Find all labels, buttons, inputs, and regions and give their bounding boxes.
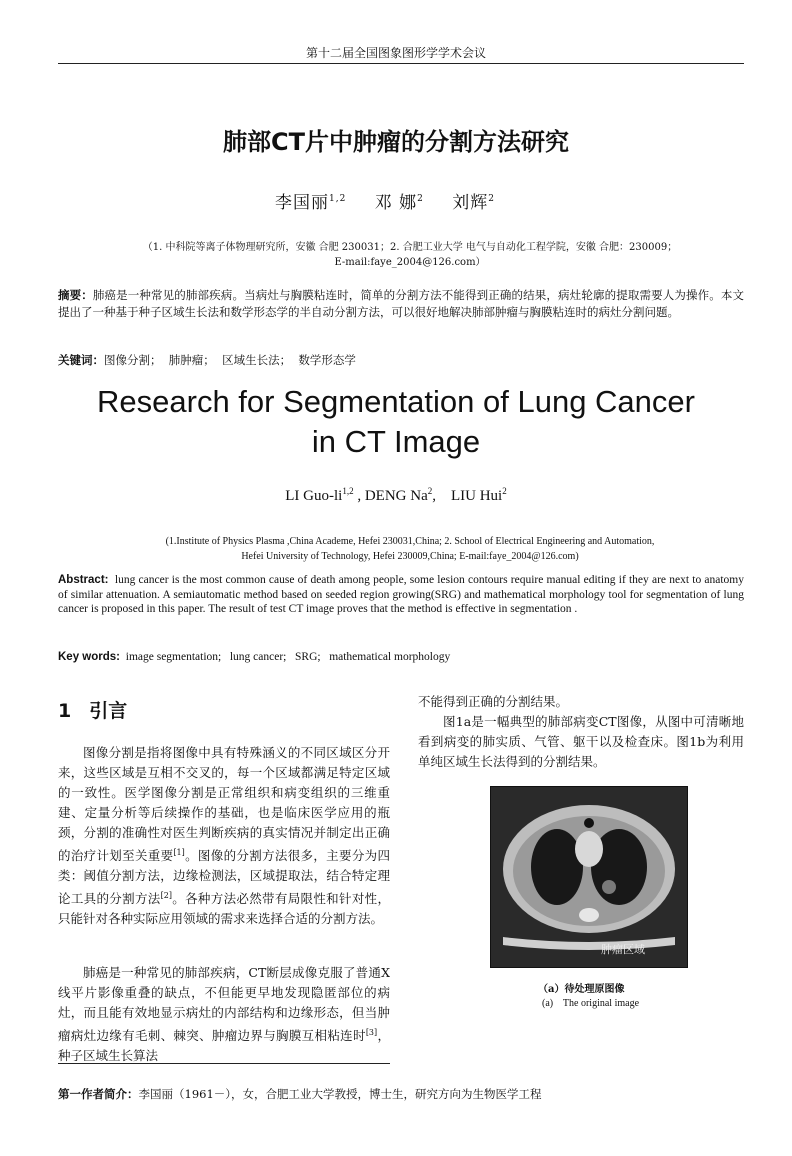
keywords-chinese — [58, 352, 744, 369]
figure-caption-english: (a) The original image — [542, 998, 640, 1009]
tumor-region-label: 肿瘤区域 — [601, 943, 645, 956]
author-en-sep-2: , — [432, 488, 451, 504]
keywords-cn-text: 图像分割； 肺肿瘤； 区域生长法； 数学形态学 — [104, 353, 356, 367]
author-footnote — [58, 1086, 758, 1102]
keywords-en-label: Key words: — [58, 651, 120, 663]
section-title: 引言 — [89, 700, 128, 722]
author-en-1-aff: 1,2 — [342, 486, 354, 496]
abstract-cn-label: 摘要： — [58, 288, 93, 302]
citation-1: [1] — [173, 848, 185, 857]
affiliation-en-line1: (1.Institute of Physics Plasma ,China Academe, Hefei 230031,China; 2. School of Electrical Engineering and Automation, — [165, 536, 655, 547]
intro-p1-text-b: 。图像的分割方法很多，主要分为四类：阈值分割方法，边缘检测法，区域提取法，结合特定理论工具的分割方法 — [58, 848, 390, 907]
footnote-rule — [58, 1063, 390, 1064]
title-en-line2: in CT Image — [311, 424, 481, 459]
abstract-en-label: Abstract: — [58, 574, 109, 586]
intro-paragraph-1 — [58, 743, 390, 929]
ct-scan-image — [490, 786, 688, 968]
header-rule — [58, 63, 744, 64]
intro-p1-text-c: 。各种方法必然带有局限性和针对性，只能针对各种实际应用领域的需求来选择合适的分割方法。 — [58, 891, 390, 927]
title-chinese: 肺部CT片中肿瘤的分割方法研究 — [223, 128, 569, 156]
figure-caption-chinese: （a）待处理原图像 — [538, 984, 625, 995]
title-english — [0, 382, 792, 462]
right-column-paragraph: 图1a是一幅典型的肺部病变CT图像，从图中可清晰地看到病变的肺实质、气管、躯干以及检查床。图1b为利用单纯区域生长法得到的分割结果。 — [418, 714, 744, 769]
author-en-1: LI Guo-li — [285, 488, 343, 504]
abstract-cn-text: 肺癌是一种常见的肺部疾病。当病灶与胸膜粘连时，简单的分割方法不能得到正确的结果，病灶轮廓的提取需要人为操作。本文提出了一种基于种子区域生长法和数学形态学的半自动分割方法，可以很好地解决肺部肿瘤与胸膜粘连时的病灶分割问题。 — [58, 288, 744, 319]
intro-p2-text-a: 肺癌是一种常见的肺部疾病，CT断层成像克服了普通X线平片影像重叠的缺点，不但能更早地发现隐匿部位的病灶，而且能有效地显示病灶的内部结构和边缘形态，但当肿瘤病灶边缘有毛刺、棘突、肿瘤边界与胸膜互相粘连时 — [58, 965, 390, 1044]
author-cn-2: 邓 娜 — [374, 193, 418, 213]
author-en-2-aff: 2 — [427, 486, 433, 496]
intro-p2-text-b: ，种子区域生长算法 — [58, 1028, 390, 1064]
abstract-english — [58, 573, 744, 617]
author-en-3-aff: 2 — [502, 486, 507, 496]
affiliation-english — [100, 534, 720, 564]
title-en-line1: Research for Segmentation of Lung Cancer — [97, 384, 695, 419]
affiliation-cn-line2: E-mail:faye_2004@126.com） — [334, 257, 486, 268]
affiliation-en-line2: Hefei University of Technology, Hefei 230009,China; E-mail:faye_2004@126.com) — [241, 551, 579, 562]
intro-p1-text-a: 图像分割是指将图像中具有特殊涵义的不同区域区分开来，这些区域是互相不交叉的，每一个区域都满足特定区域的一致性。医学图像分割是正常组织和病变组织的三维重建、定量分析等后续操作的基础，也是临床医学应用的瓶颈，分割的准确性对医生判断疾病的真实情况并制定出正确的治疗计划至关重要 — [58, 745, 390, 864]
affiliation-cn-line1: （1. 中科院等离子体物理研究所，安徽 合肥 230031；2. 合肥工业大学 电气与自动化工程学院，安徽 合肥：230009； — [142, 242, 678, 253]
abstract-en-text: lung cancer is the most common cause of death among people, some lesion contours require manual editing if they are next to anatomy of similar attenuation. A semiautomatic method based on seeded region growing(SRG) and mathematical morphology tool for segmentation of lung cancer is proposed in this paper. The result of test CT image proves that the method is effective in segmentation . — [58, 574, 745, 615]
abstract-chinese — [58, 287, 744, 321]
citation-2: [2] — [160, 891, 172, 901]
author-cn-1-aff: 1,2 — [328, 194, 347, 205]
author-cn-1: 李国丽 — [274, 193, 329, 213]
authors-english — [0, 486, 792, 505]
intro-paragraph-2 — [58, 963, 390, 1066]
citation-3: [3] — [365, 1028, 378, 1037]
running-header: 第十二届全国图象图形学学术会议 — [305, 46, 486, 60]
author-en-sep-1: , — [353, 488, 365, 504]
keywords-cn-label: 关键词： — [58, 353, 104, 367]
authors-chinese — [0, 188, 792, 213]
ct-scan-drawing — [491, 787, 687, 967]
footnote-label: 第一作者简介： — [58, 1087, 139, 1101]
author-en-2: DENG Na — [364, 488, 428, 504]
section-number: 1 — [58, 700, 72, 722]
author-cn-3-aff: 2 — [488, 194, 495, 205]
section-heading — [58, 696, 390, 723]
keywords-english — [58, 650, 744, 665]
author-en-3: LIU Hui — [450, 488, 503, 504]
keywords-en-text: image segmentation; lung cancer; SRG; mathematical morphology — [125, 651, 451, 663]
footnote-text: 李国丽（1961－），女，合肥工业大学教授，博士生，研究方向为生物医学工程 — [138, 1087, 542, 1101]
right-column-continuation: 不能得到正确的分割结果。 — [418, 694, 569, 709]
author-cn-3: 刘辉 — [452, 193, 489, 213]
affiliation-chinese — [100, 240, 720, 270]
author-cn-2-aff: 2 — [417, 194, 424, 205]
